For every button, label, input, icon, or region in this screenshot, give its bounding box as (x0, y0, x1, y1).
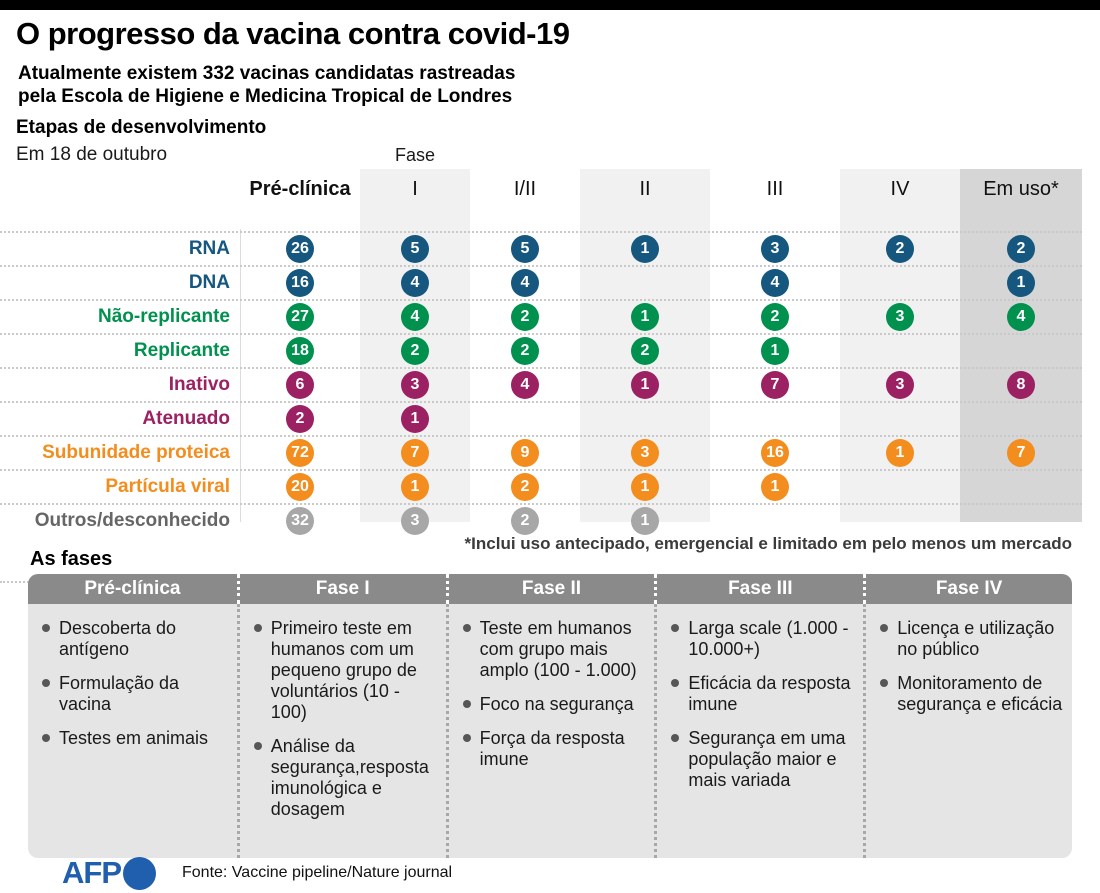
count-badge: 4 (761, 269, 789, 297)
matrix-cell (580, 371, 710, 399)
count-badge: 2 (511, 303, 539, 331)
row-label: Inativo (168, 374, 230, 395)
row-label: DNA (188, 272, 230, 293)
matrix-cell (240, 235, 360, 263)
count-badge: 3 (631, 439, 659, 467)
count-badge: 1 (631, 303, 659, 331)
count-badge: 3 (401, 507, 429, 535)
count-badge: 2 (1007, 235, 1035, 263)
count-badge: 4 (511, 371, 539, 399)
phase-header-2: Fase I (237, 574, 446, 604)
matrix-row (0, 435, 1082, 469)
count-badge: 1 (761, 473, 789, 501)
phase-header-3: Fase II (446, 574, 655, 604)
phase-column-label: Fase (394, 145, 436, 165)
count-badge: 9 (511, 439, 539, 467)
matrix-cell (240, 439, 360, 467)
column-header-1: Pré-clínica (249, 178, 351, 200)
matrix-cell (580, 507, 710, 535)
row-label: Partícula viral (105, 476, 230, 497)
column-header-5: III (766, 178, 784, 200)
date-note: Em 18 de outubro (16, 144, 168, 165)
phase-bullet-list (671, 618, 855, 791)
count-badge: 72 (286, 439, 314, 467)
matrix-cell (580, 303, 710, 331)
matrix-row (0, 367, 1082, 401)
matrix-cell (840, 303, 960, 331)
count-badge: 1 (401, 405, 429, 433)
phase-bullet-item: Eficácia da resposta imune (671, 673, 855, 715)
matrix-cell (360, 303, 470, 331)
matrix-cell (470, 507, 580, 535)
afp-logo (62, 855, 156, 891)
phase-bullet-item: Primeiro teste em humanos com um pequeno grupo de voluntários (10 - 100) (254, 618, 438, 723)
row-label: RNA (188, 238, 230, 259)
matrix-cell (470, 473, 580, 501)
phase-bullet-list (463, 618, 647, 770)
count-badge: 16 (286, 269, 314, 297)
matrix-cell (710, 473, 840, 501)
matrix-cell (360, 371, 470, 399)
matrix-cell (840, 371, 960, 399)
matrix-cell (360, 439, 470, 467)
phase-bullet-item: Força da resposta imune (463, 728, 647, 770)
count-badge: 2 (761, 303, 789, 331)
phase-details-3 (446, 604, 655, 858)
matrix-cell (710, 439, 840, 467)
count-badge: 4 (1007, 303, 1035, 331)
count-badge: 2 (511, 473, 539, 501)
phase-bullet-item: Descoberta do antígeno (42, 618, 229, 660)
column-header-6: IV (890, 178, 910, 200)
phase-bullet-item: Licença e utilização no público (880, 618, 1064, 660)
matrix-cell (470, 269, 580, 297)
phase-details-2 (237, 604, 446, 858)
count-badge: 2 (511, 337, 539, 365)
phases-panel (28, 574, 1072, 858)
count-badge: 3 (886, 303, 914, 331)
matrix-cell (710, 303, 840, 331)
matrix-cell (470, 371, 580, 399)
column-header-3: I/II (513, 178, 537, 200)
matrix-row (0, 401, 1082, 435)
count-badge: 5 (511, 235, 539, 263)
matrix-cell (960, 235, 1082, 263)
count-badge: 8 (1007, 371, 1035, 399)
matrix-cell (710, 235, 840, 263)
count-badge: 27 (286, 303, 314, 331)
matrix-cell (840, 439, 960, 467)
count-badge: 7 (401, 439, 429, 467)
matrix-cell (240, 507, 360, 535)
vaccine-phase-matrix (0, 169, 1082, 531)
phases-section-title: As fases (30, 548, 113, 570)
phase-bullet-item: Testes em animais (42, 728, 229, 749)
top-black-bar (0, 0, 1100, 10)
phases-panel-header (28, 574, 1072, 604)
row-label: Replicante (133, 340, 230, 361)
count-badge: 3 (761, 235, 789, 263)
matrix-cell (240, 337, 360, 365)
count-badge: 1 (761, 337, 789, 365)
count-badge: 3 (886, 371, 914, 399)
count-badge: 4 (401, 269, 429, 297)
count-badge: 3 (401, 371, 429, 399)
matrix-cell (470, 303, 580, 331)
row-label: Outros/desconhecido (34, 510, 230, 531)
matrix-cell (360, 235, 470, 263)
phase-bullet-list (880, 618, 1064, 715)
phase-details-1 (28, 604, 237, 858)
matrix-cell (960, 303, 1082, 331)
matrix-cell (360, 507, 470, 535)
matrix-cell (470, 439, 580, 467)
matrix-cell (580, 337, 710, 365)
matrix-cell (360, 405, 470, 433)
count-badge: 1 (631, 235, 659, 263)
phase-details-4 (654, 604, 863, 858)
subtitle-line-2: pela Escola de Higiene e Medicina Tropical de Londres (18, 86, 513, 108)
phase-header-5: Fase IV (863, 574, 1072, 604)
phase-bullet-item: Larga scale (1.000 - 10.000+) (671, 618, 855, 660)
phase-bullet-item: Foco na segurança (463, 694, 647, 715)
matrix-row (0, 231, 1082, 265)
matrix-cell (360, 337, 470, 365)
count-badge: 4 (401, 303, 429, 331)
matrix-cell (580, 473, 710, 501)
phase-details-5 (863, 604, 1072, 858)
count-badge: 1 (886, 439, 914, 467)
count-badge: 2 (511, 507, 539, 535)
matrix-cell (840, 235, 960, 263)
afp-logo-text: AFP (62, 855, 121, 890)
matrix-cell (960, 371, 1082, 399)
count-badge: 1 (631, 507, 659, 535)
count-badge: 7 (1007, 439, 1035, 467)
count-badge: 32 (286, 507, 314, 535)
matrix-cell (360, 473, 470, 501)
phase-bullet-list (42, 618, 229, 749)
count-badge: 2 (631, 337, 659, 365)
count-badge: 5 (401, 235, 429, 263)
footnote: *Inclui uso antecipado, emergencial e limitado em pelo menos um mercado (464, 534, 1072, 553)
count-badge: 1 (1007, 269, 1035, 297)
column-header-7: Em uso* (983, 178, 1059, 200)
matrix-cell (960, 439, 1082, 467)
count-badge: 1 (631, 371, 659, 399)
matrix-row (0, 299, 1082, 333)
matrix-cell (580, 439, 710, 467)
matrix-row (0, 333, 1082, 367)
matrix-rows (0, 231, 1082, 537)
matrix-cell (240, 473, 360, 501)
phase-bullet-item: Teste em humanos com grupo mais amplo (100 - 1.000) (463, 618, 647, 681)
matrix-row (0, 503, 1082, 537)
matrix-row (0, 469, 1082, 503)
source-credit: Fonte: Vaccine pipeline/Nature journal (182, 864, 453, 881)
phase-bullet-item: Monitoramento de segurança e eficácia (880, 673, 1064, 715)
page-subtitle (18, 62, 515, 108)
count-badge: 4 (511, 269, 539, 297)
count-badge: 7 (761, 371, 789, 399)
row-label: Atenuado (142, 408, 230, 429)
phase-bullet-item: Segurança em uma população maior e mais variada (671, 728, 855, 791)
afp-logo-circle-icon (123, 857, 156, 890)
row-label: Subunidade proteica (42, 442, 230, 463)
count-badge: 20 (286, 473, 314, 501)
phase-bullet-item: Análise da segurança,resposta imunológica e dosagem (254, 736, 438, 820)
matrix-cell (470, 337, 580, 365)
matrix-cell (710, 337, 840, 365)
row-label: Não-replicante (98, 306, 230, 327)
phase-bullet-list (254, 618, 438, 820)
section-title: Etapas de desenvolvimento (16, 117, 267, 138)
matrix-header-spacer (0, 169, 240, 178)
phase-header-1: Pré-clínica (84, 578, 181, 599)
matrix-cell (240, 269, 360, 297)
matrix-cell (580, 235, 710, 263)
count-badge: 2 (886, 235, 914, 263)
column-header-4: II (639, 178, 651, 200)
count-badge: 1 (401, 473, 429, 501)
matrix-header-row (0, 169, 1082, 231)
count-badge: 26 (286, 235, 314, 263)
matrix-cell (240, 405, 360, 433)
matrix-cell (240, 303, 360, 331)
phase-bullet-item: Formulação da vacina (42, 673, 229, 715)
subtitle-line-1: Atualmente existem 332 vacinas candidatas rastreadas (18, 63, 516, 84)
count-badge: 6 (286, 371, 314, 399)
page-title: O progresso da vacina contra covid-19 (16, 16, 570, 51)
matrix-cell (960, 269, 1082, 297)
count-badge: 16 (761, 439, 789, 467)
count-badge: 2 (401, 337, 429, 365)
matrix-cell (240, 371, 360, 399)
matrix-cell (470, 235, 580, 263)
count-badge: 18 (286, 337, 314, 365)
count-badge: 1 (631, 473, 659, 501)
count-badge: 2 (286, 405, 314, 433)
phases-panel-body (28, 604, 1072, 858)
matrix-cell (710, 269, 840, 297)
column-header-2: I (412, 178, 418, 200)
matrix-cell (360, 269, 470, 297)
phase-header-4: Fase III (654, 574, 863, 604)
matrix-cell (710, 371, 840, 399)
matrix-row (0, 265, 1082, 299)
